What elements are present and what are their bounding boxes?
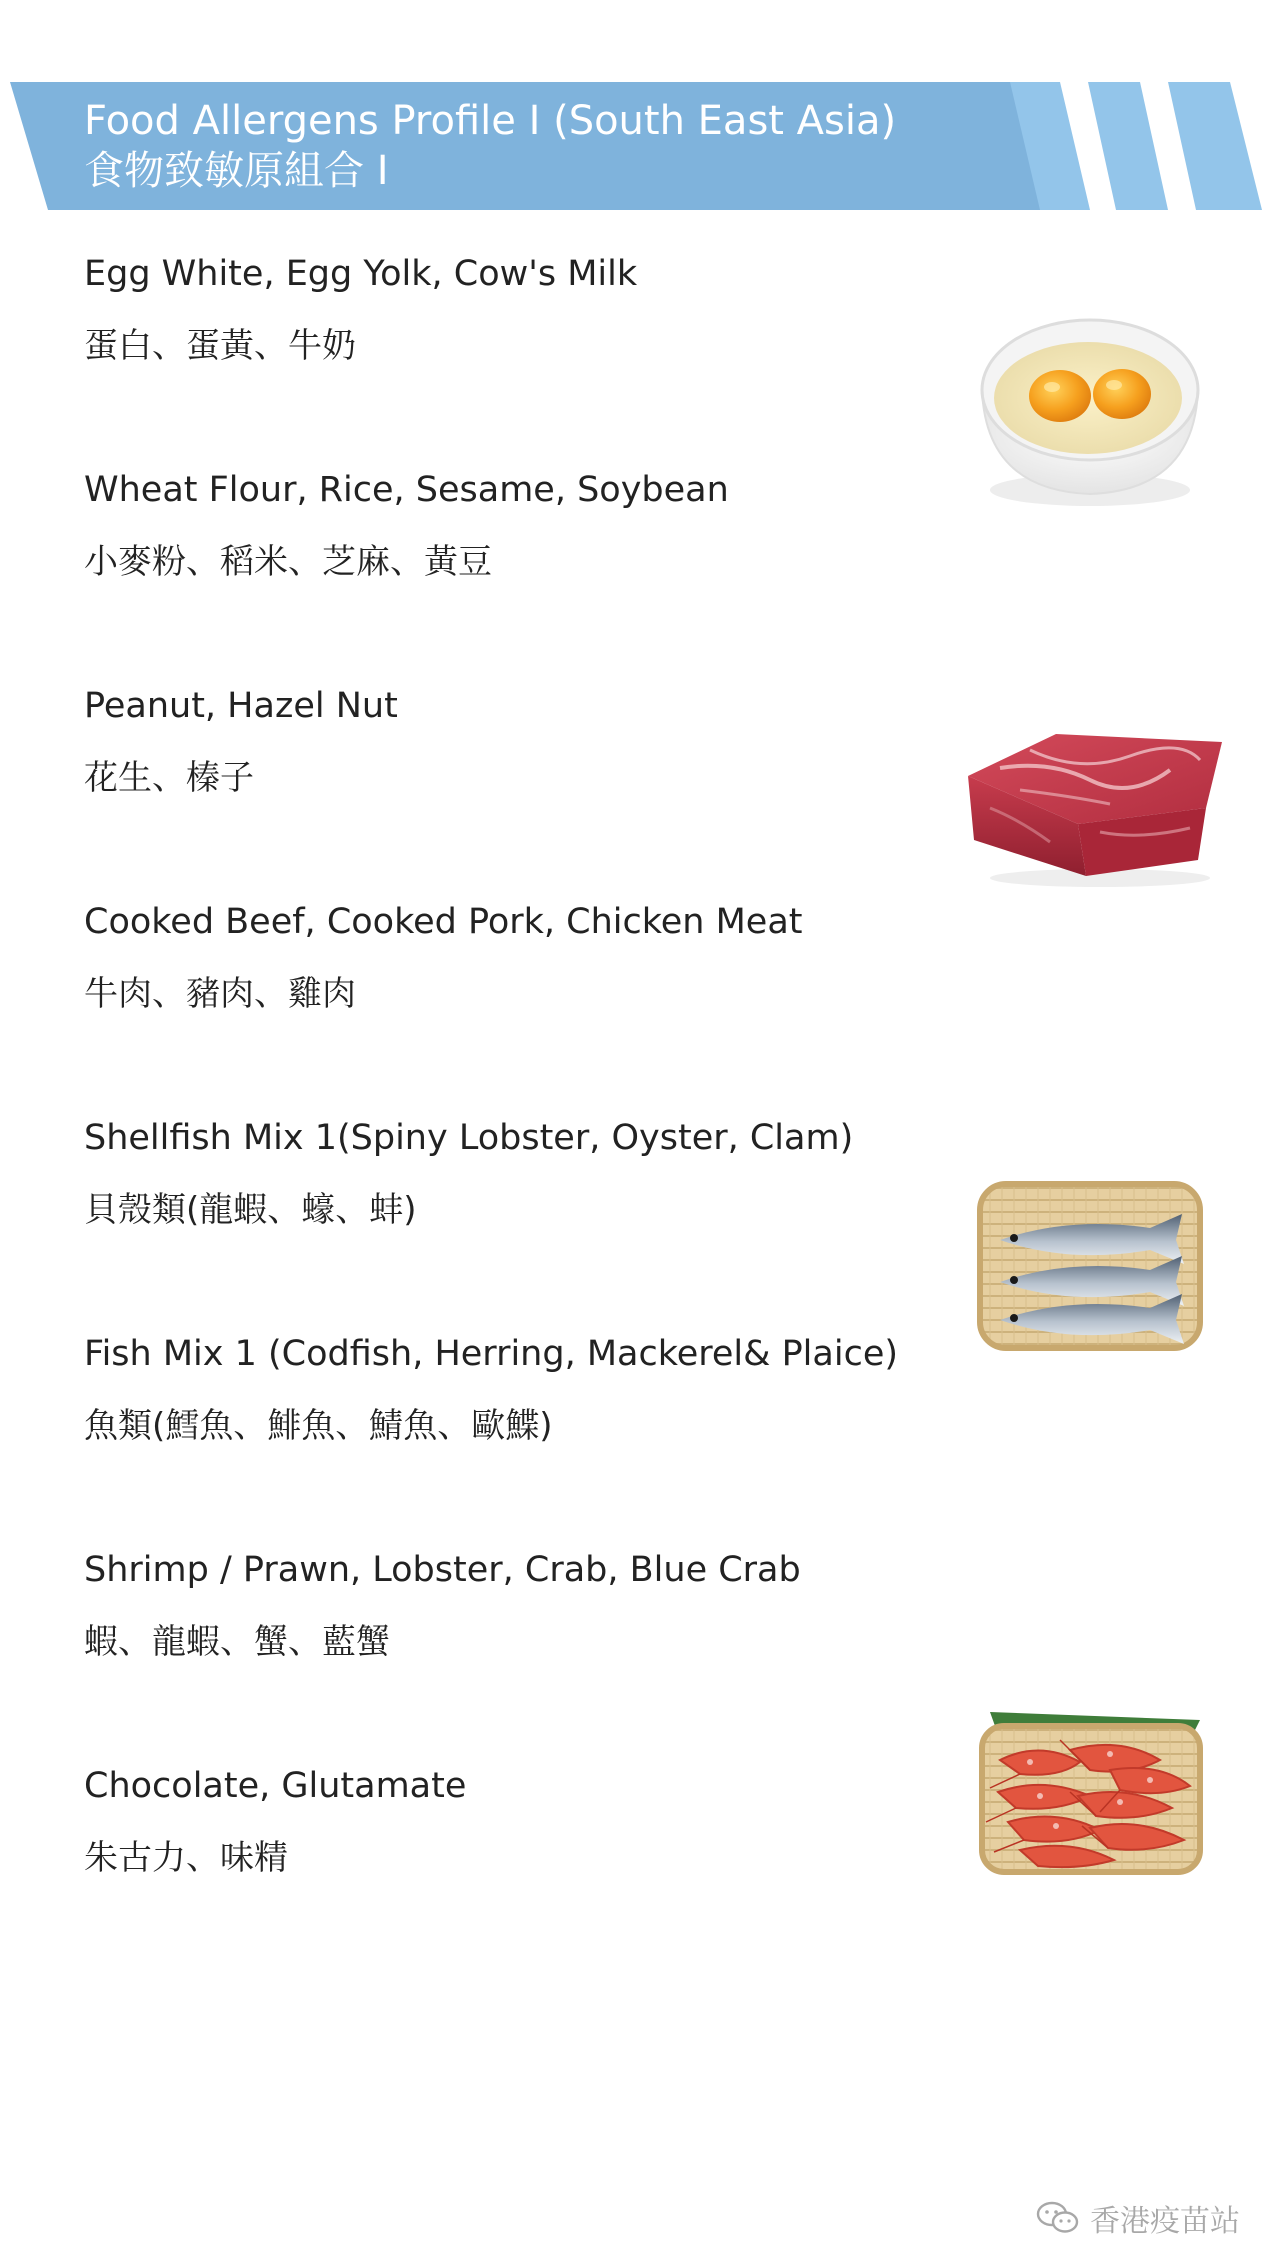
allergen-name-en: Fish Mix 1 (Codfish, Herring, Mackerel& Plaice)	[84, 1334, 899, 1374]
allergen-name-en: Peanut, Hazel Nut	[84, 686, 398, 726]
allergen-name-en: Chocolate, Glutamate	[84, 1766, 467, 1806]
allergen-item	[84, 252, 904, 392]
page-title-en: Food Allergens Profile Ⅰ (South East Asia)	[84, 98, 897, 144]
allergen-item	[84, 684, 904, 824]
allergen-name-en: Wheat Flour, Rice, Sesame, Soybean	[84, 470, 729, 510]
allergen-name-zh: 蛋白、蛋黃、牛奶	[84, 326, 356, 366]
watermark	[1036, 2196, 1240, 2240]
allergen-name-zh: 魚類(鱈魚、鯡魚、鯖魚、歐鰈)	[84, 1406, 553, 1446]
allergen-name-zh: 小麥粉、稻米、芝麻、黃豆	[84, 542, 492, 582]
allergen-item	[84, 1332, 904, 1472]
fish-tray-image	[960, 1170, 1220, 1360]
allergen-name-en: Shellfish Mix 1(Spiny Lobster, Oyster, Clam)	[84, 1118, 854, 1158]
wechat-icon	[1036, 2200, 1080, 2236]
allergen-name-zh: 牛肉、豬肉、雞肉	[84, 974, 356, 1014]
allergen-name-zh: 朱古力、味精	[84, 1838, 288, 1878]
shrimp-tray-image	[960, 1700, 1220, 1880]
allergen-item	[84, 900, 904, 1040]
allergen-name-en: Cooked Beef, Cooked Pork, Chicken Meat	[84, 902, 803, 942]
allergen-name-en: Egg White, Egg Yolk, Cow's Milk	[84, 254, 638, 294]
page-title	[84, 96, 896, 196]
watermark-text: 香港疫苗站	[1090, 2204, 1240, 2239]
allergen-item	[84, 1548, 904, 1688]
allergen-name-zh: 蝦、龍蝦、蟹、藍蟹	[84, 1622, 390, 1662]
allergen-item	[84, 1116, 904, 1256]
eggs-bowl-image	[960, 290, 1220, 520]
allergen-item	[84, 1764, 904, 1904]
header-banner	[0, 0, 1280, 220]
allergen-name-zh: 貝殼類(龍蝦、蠔、蚌)	[84, 1190, 417, 1230]
page-title-zh: 食物致敏原組合 Ⅰ	[84, 148, 389, 194]
allergen-name-zh: 花生、榛子	[84, 758, 254, 798]
beef-image	[960, 720, 1230, 890]
allergen-name-en: Shrimp / Prawn, Lobster, Crab, Blue Crab	[84, 1550, 801, 1590]
allergen-item	[84, 468, 904, 608]
